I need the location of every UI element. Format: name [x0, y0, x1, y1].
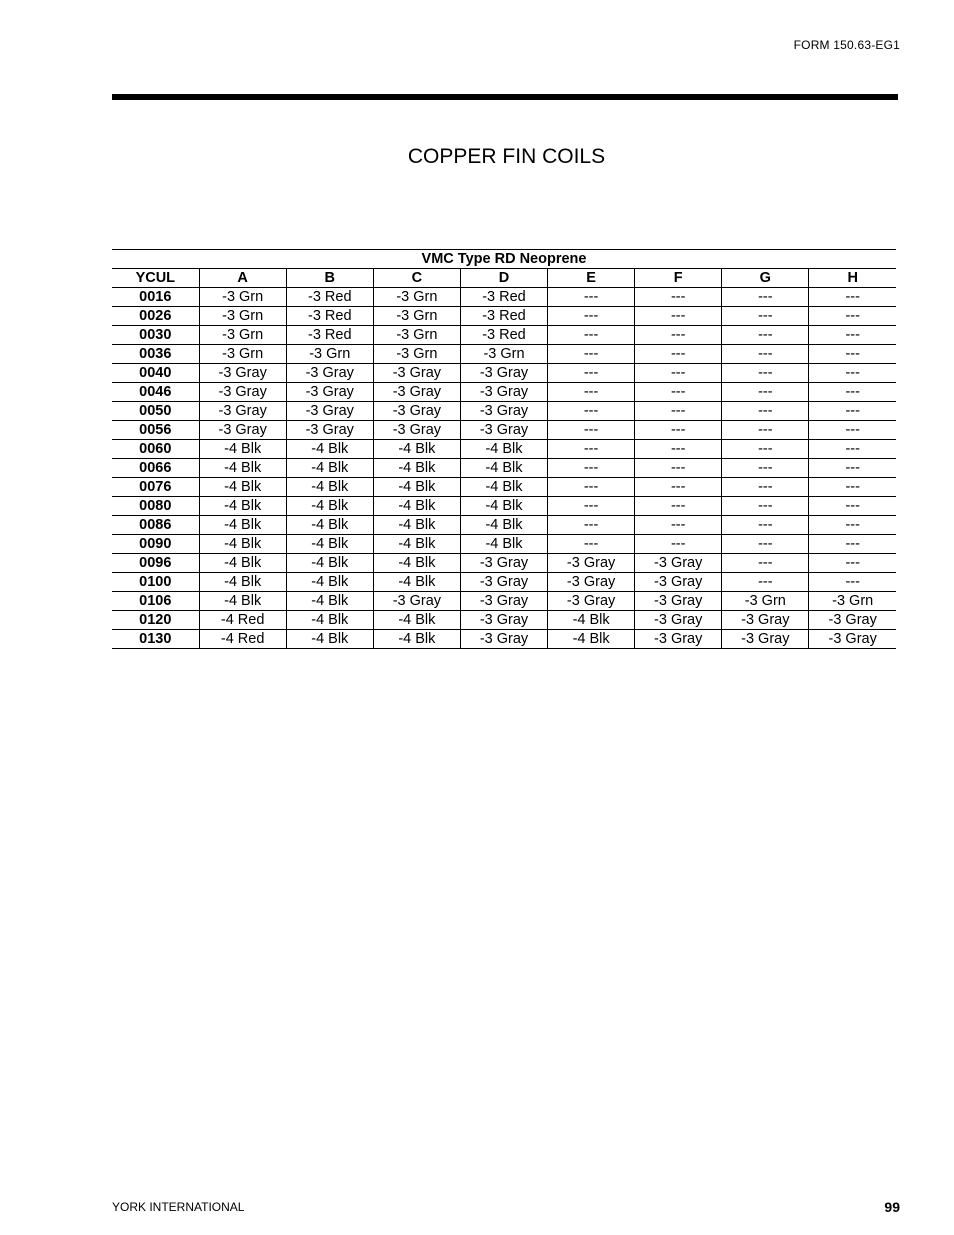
isolator-cell-f: ---: [635, 402, 722, 421]
isolator-cell-a: -4 Blk: [199, 459, 286, 478]
isolator-cell-h: ---: [809, 288, 896, 307]
isolator-cell-b: -4 Blk: [286, 478, 373, 497]
isolator-cell-g: ---: [722, 573, 809, 592]
isolator-cell-g: ---: [722, 440, 809, 459]
isolator-cell-d: -3 Gray: [460, 383, 547, 402]
isolator-cell-h: ---: [809, 478, 896, 497]
model-cell: 0090: [112, 535, 199, 554]
column-header-c: C: [373, 269, 460, 288]
table-row: [112, 345, 896, 364]
model-cell: 0050: [112, 402, 199, 421]
isolator-cell-g: ---: [722, 307, 809, 326]
isolator-cell-b: -4 Blk: [286, 592, 373, 611]
isolator-cell-c: -4 Blk: [373, 459, 460, 478]
isolator-cell-a: -3 Grn: [199, 307, 286, 326]
model-cell: 0120: [112, 611, 199, 630]
column-header-a: A: [199, 269, 286, 288]
isolator-cell-b: -3 Gray: [286, 364, 373, 383]
column-header-f: F: [635, 269, 722, 288]
isolator-cell-h: -3 Gray: [809, 630, 896, 649]
isolator-cell-g: ---: [722, 421, 809, 440]
column-header-d: D: [460, 269, 547, 288]
isolator-cell-f: ---: [635, 497, 722, 516]
table-row: [112, 516, 896, 535]
table-row: [112, 364, 896, 383]
isolator-cell-e: ---: [548, 459, 635, 478]
column-header-g: G: [722, 269, 809, 288]
isolator-cell-d: -3 Red: [460, 326, 547, 345]
isolator-cell-f: ---: [635, 364, 722, 383]
isolator-cell-c: -4 Blk: [373, 440, 460, 459]
isolator-cell-d: -3 Gray: [460, 364, 547, 383]
isolator-cell-f: ---: [635, 288, 722, 307]
model-cell: 0100: [112, 573, 199, 592]
isolator-cell-c: -4 Blk: [373, 630, 460, 649]
isolator-cell-f: ---: [635, 383, 722, 402]
model-cell: 0076: [112, 478, 199, 497]
isolator-cell-c: -4 Blk: [373, 516, 460, 535]
isolator-cell-g: -3 Gray: [722, 611, 809, 630]
isolator-cell-g: ---: [722, 288, 809, 307]
model-cell: 0036: [112, 345, 199, 364]
isolator-cell-d: -4 Blk: [460, 478, 547, 497]
isolator-cell-e: -3 Gray: [548, 573, 635, 592]
isolator-cell-a: -4 Blk: [199, 478, 286, 497]
model-cell: 0096: [112, 554, 199, 573]
isolator-cell-e: ---: [548, 478, 635, 497]
isolator-cell-d: -3 Gray: [460, 630, 547, 649]
model-cell: 0106: [112, 592, 199, 611]
isolator-cell-c: -3 Grn: [373, 288, 460, 307]
isolator-cell-g: ---: [722, 364, 809, 383]
isolator-cell-a: -3 Gray: [199, 364, 286, 383]
isolator-cell-b: -4 Blk: [286, 573, 373, 592]
isolator-cell-h: ---: [809, 307, 896, 326]
table-row: [112, 592, 896, 611]
isolator-cell-h: ---: [809, 554, 896, 573]
table-row: [112, 288, 896, 307]
isolator-cell-g: ---: [722, 383, 809, 402]
isolator-cell-g: -3 Grn: [722, 592, 809, 611]
isolator-cell-d: -4 Blk: [460, 440, 547, 459]
isolator-cell-h: ---: [809, 402, 896, 421]
isolator-cell-d: -3 Gray: [460, 573, 547, 592]
isolator-cell-a: -4 Blk: [199, 592, 286, 611]
isolator-cell-g: ---: [722, 326, 809, 345]
isolator-cell-c: -3 Grn: [373, 307, 460, 326]
model-cell: 0060: [112, 440, 199, 459]
isolator-cell-d: -4 Blk: [460, 459, 547, 478]
table-row: [112, 497, 896, 516]
column-header-h: H: [809, 269, 896, 288]
isolator-cell-e: ---: [548, 516, 635, 535]
isolator-cell-e: ---: [548, 440, 635, 459]
isolator-cell-d: -4 Blk: [460, 516, 547, 535]
isolator-cell-b: -4 Blk: [286, 554, 373, 573]
isolator-cell-a: -3 Gray: [199, 421, 286, 440]
table-row: [112, 421, 896, 440]
isolator-cell-h: ---: [809, 497, 896, 516]
table-row: [112, 611, 896, 630]
isolator-cell-g: ---: [722, 535, 809, 554]
isolator-cell-e: -4 Blk: [548, 611, 635, 630]
isolator-cell-b: -3 Red: [286, 288, 373, 307]
isolator-cell-c: -4 Blk: [373, 497, 460, 516]
isolator-cell-c: -3 Gray: [373, 383, 460, 402]
table-row: [112, 535, 896, 554]
isolator-cell-b: -3 Gray: [286, 402, 373, 421]
isolator-cell-f: ---: [635, 326, 722, 345]
isolator-cell-f: ---: [635, 307, 722, 326]
table-caption: VMC Type RD Neoprene: [112, 250, 896, 269]
isolator-cell-d: -3 Gray: [460, 611, 547, 630]
isolator-table: [112, 249, 896, 649]
isolator-cell-d: -3 Gray: [460, 554, 547, 573]
model-cell: 0046: [112, 383, 199, 402]
isolator-cell-e: ---: [548, 402, 635, 421]
isolator-cell-b: -4 Blk: [286, 497, 373, 516]
isolator-cell-c: -3 Gray: [373, 364, 460, 383]
isolator-cell-b: -4 Blk: [286, 630, 373, 649]
isolator-cell-h: -3 Grn: [809, 592, 896, 611]
isolator-cell-d: -3 Red: [460, 288, 547, 307]
isolator-cell-b: -3 Red: [286, 326, 373, 345]
table-row: [112, 630, 896, 649]
isolator-cell-b: -3 Grn: [286, 345, 373, 364]
isolator-cell-c: -3 Gray: [373, 421, 460, 440]
isolator-cell-a: -4 Blk: [199, 440, 286, 459]
isolator-cell-c: -4 Blk: [373, 611, 460, 630]
isolator-cell-c: -4 Blk: [373, 573, 460, 592]
isolator-cell-e: ---: [548, 497, 635, 516]
isolator-cell-a: -4 Blk: [199, 573, 286, 592]
isolator-cell-a: -3 Grn: [199, 326, 286, 345]
isolator-cell-f: -3 Gray: [635, 554, 722, 573]
isolator-cell-d: -3 Gray: [460, 592, 547, 611]
table-row: [112, 573, 896, 592]
isolator-cell-e: ---: [548, 288, 635, 307]
isolator-cell-e: -3 Gray: [548, 592, 635, 611]
isolator-cell-f: ---: [635, 421, 722, 440]
isolator-cell-d: -3 Gray: [460, 421, 547, 440]
isolator-cell-h: ---: [809, 535, 896, 554]
isolator-cell-h: ---: [809, 383, 896, 402]
isolator-cell-c: -4 Blk: [373, 535, 460, 554]
isolator-cell-b: -4 Blk: [286, 611, 373, 630]
isolator-cell-e: ---: [548, 383, 635, 402]
isolator-cell-c: -3 Grn: [373, 345, 460, 364]
model-cell: 0056: [112, 421, 199, 440]
isolator-cell-c: -4 Blk: [373, 554, 460, 573]
isolator-cell-f: -3 Gray: [635, 573, 722, 592]
isolator-cell-b: -3 Gray: [286, 421, 373, 440]
footer-company: YORK INTERNATIONAL: [112, 1200, 245, 1214]
isolator-cell-d: -3 Grn: [460, 345, 547, 364]
isolator-cell-c: -3 Gray: [373, 592, 460, 611]
table-row: [112, 307, 896, 326]
table-row: [112, 459, 896, 478]
table-row: [112, 383, 896, 402]
isolator-cell-a: -4 Blk: [199, 516, 286, 535]
column-header-e: E: [548, 269, 635, 288]
isolator-cell-e: ---: [548, 345, 635, 364]
isolator-cell-f: -3 Gray: [635, 630, 722, 649]
isolator-cell-f: ---: [635, 516, 722, 535]
table-header-row: [112, 269, 896, 288]
isolator-cell-h: ---: [809, 516, 896, 535]
isolator-cell-f: ---: [635, 459, 722, 478]
isolator-cell-b: -3 Red: [286, 307, 373, 326]
isolator-cell-f: ---: [635, 478, 722, 497]
table-row: [112, 326, 896, 345]
isolator-cell-g: ---: [722, 478, 809, 497]
isolator-cell-f: -3 Gray: [635, 592, 722, 611]
isolator-cell-c: -4 Blk: [373, 478, 460, 497]
table-row: [112, 402, 896, 421]
isolator-cell-g: ---: [722, 459, 809, 478]
isolator-cell-c: -3 Grn: [373, 326, 460, 345]
model-cell: 0130: [112, 630, 199, 649]
isolator-cell-e: ---: [548, 307, 635, 326]
isolator-cell-a: -4 Blk: [199, 554, 286, 573]
isolator-cell-g: ---: [722, 554, 809, 573]
isolator-cell-h: ---: [809, 364, 896, 383]
isolator-cell-a: -3 Gray: [199, 402, 286, 421]
model-cell: 0026: [112, 307, 199, 326]
header-rule: [112, 94, 898, 100]
isolator-cell-h: ---: [809, 573, 896, 592]
isolator-cell-h: -3 Gray: [809, 611, 896, 630]
isolator-cell-a: -3 Grn: [199, 288, 286, 307]
isolator-cell-c: -3 Gray: [373, 402, 460, 421]
column-header-ycul: YCUL: [112, 269, 199, 288]
isolator-cell-g: ---: [722, 345, 809, 364]
isolator-cell-h: ---: [809, 440, 896, 459]
isolator-cell-d: -4 Blk: [460, 535, 547, 554]
isolator-cell-f: ---: [635, 535, 722, 554]
form-number: FORM 150.63-EG1: [793, 38, 900, 52]
isolator-table-container: [112, 249, 896, 649]
isolator-cell-d: -4 Blk: [460, 497, 547, 516]
model-cell: 0066: [112, 459, 199, 478]
isolator-cell-e: ---: [548, 421, 635, 440]
table-row: [112, 440, 896, 459]
model-cell: 0086: [112, 516, 199, 535]
model-cell: 0080: [112, 497, 199, 516]
isolator-cell-e: -4 Blk: [548, 630, 635, 649]
isolator-cell-f: -3 Gray: [635, 611, 722, 630]
isolator-cell-a: -3 Gray: [199, 383, 286, 402]
isolator-cell-e: ---: [548, 364, 635, 383]
page-title: COPPER FIN COILS: [407, 145, 606, 168]
isolator-cell-g: ---: [722, 402, 809, 421]
isolator-cell-d: -3 Gray: [460, 402, 547, 421]
isolator-cell-h: ---: [809, 326, 896, 345]
table-row: [112, 554, 896, 573]
isolator-cell-g: -3 Gray: [722, 630, 809, 649]
table-body: [112, 288, 896, 649]
isolator-cell-b: -4 Blk: [286, 516, 373, 535]
isolator-cell-e: -3 Gray: [548, 554, 635, 573]
model-cell: 0030: [112, 326, 199, 345]
isolator-cell-g: ---: [722, 516, 809, 535]
isolator-cell-g: ---: [722, 497, 809, 516]
isolator-cell-h: ---: [809, 345, 896, 364]
isolator-cell-a: -4 Red: [199, 630, 286, 649]
isolator-cell-f: ---: [635, 440, 722, 459]
isolator-cell-b: -4 Blk: [286, 535, 373, 554]
isolator-cell-d: -3 Red: [460, 307, 547, 326]
model-cell: 0040: [112, 364, 199, 383]
isolator-cell-a: -3 Grn: [199, 345, 286, 364]
isolator-cell-a: -4 Red: [199, 611, 286, 630]
table-row: [112, 478, 896, 497]
isolator-cell-f: ---: [635, 345, 722, 364]
isolator-cell-a: -4 Blk: [199, 535, 286, 554]
model-cell: 0016: [112, 288, 199, 307]
isolator-cell-b: -4 Blk: [286, 440, 373, 459]
column-header-b: B: [286, 269, 373, 288]
isolator-cell-b: -4 Blk: [286, 459, 373, 478]
isolator-cell-b: -3 Gray: [286, 383, 373, 402]
isolator-cell-a: -4 Blk: [199, 497, 286, 516]
isolator-cell-h: ---: [809, 421, 896, 440]
page-number: 99: [884, 1199, 900, 1215]
isolator-cell-h: ---: [809, 459, 896, 478]
isolator-cell-e: ---: [548, 535, 635, 554]
isolator-cell-e: ---: [548, 326, 635, 345]
